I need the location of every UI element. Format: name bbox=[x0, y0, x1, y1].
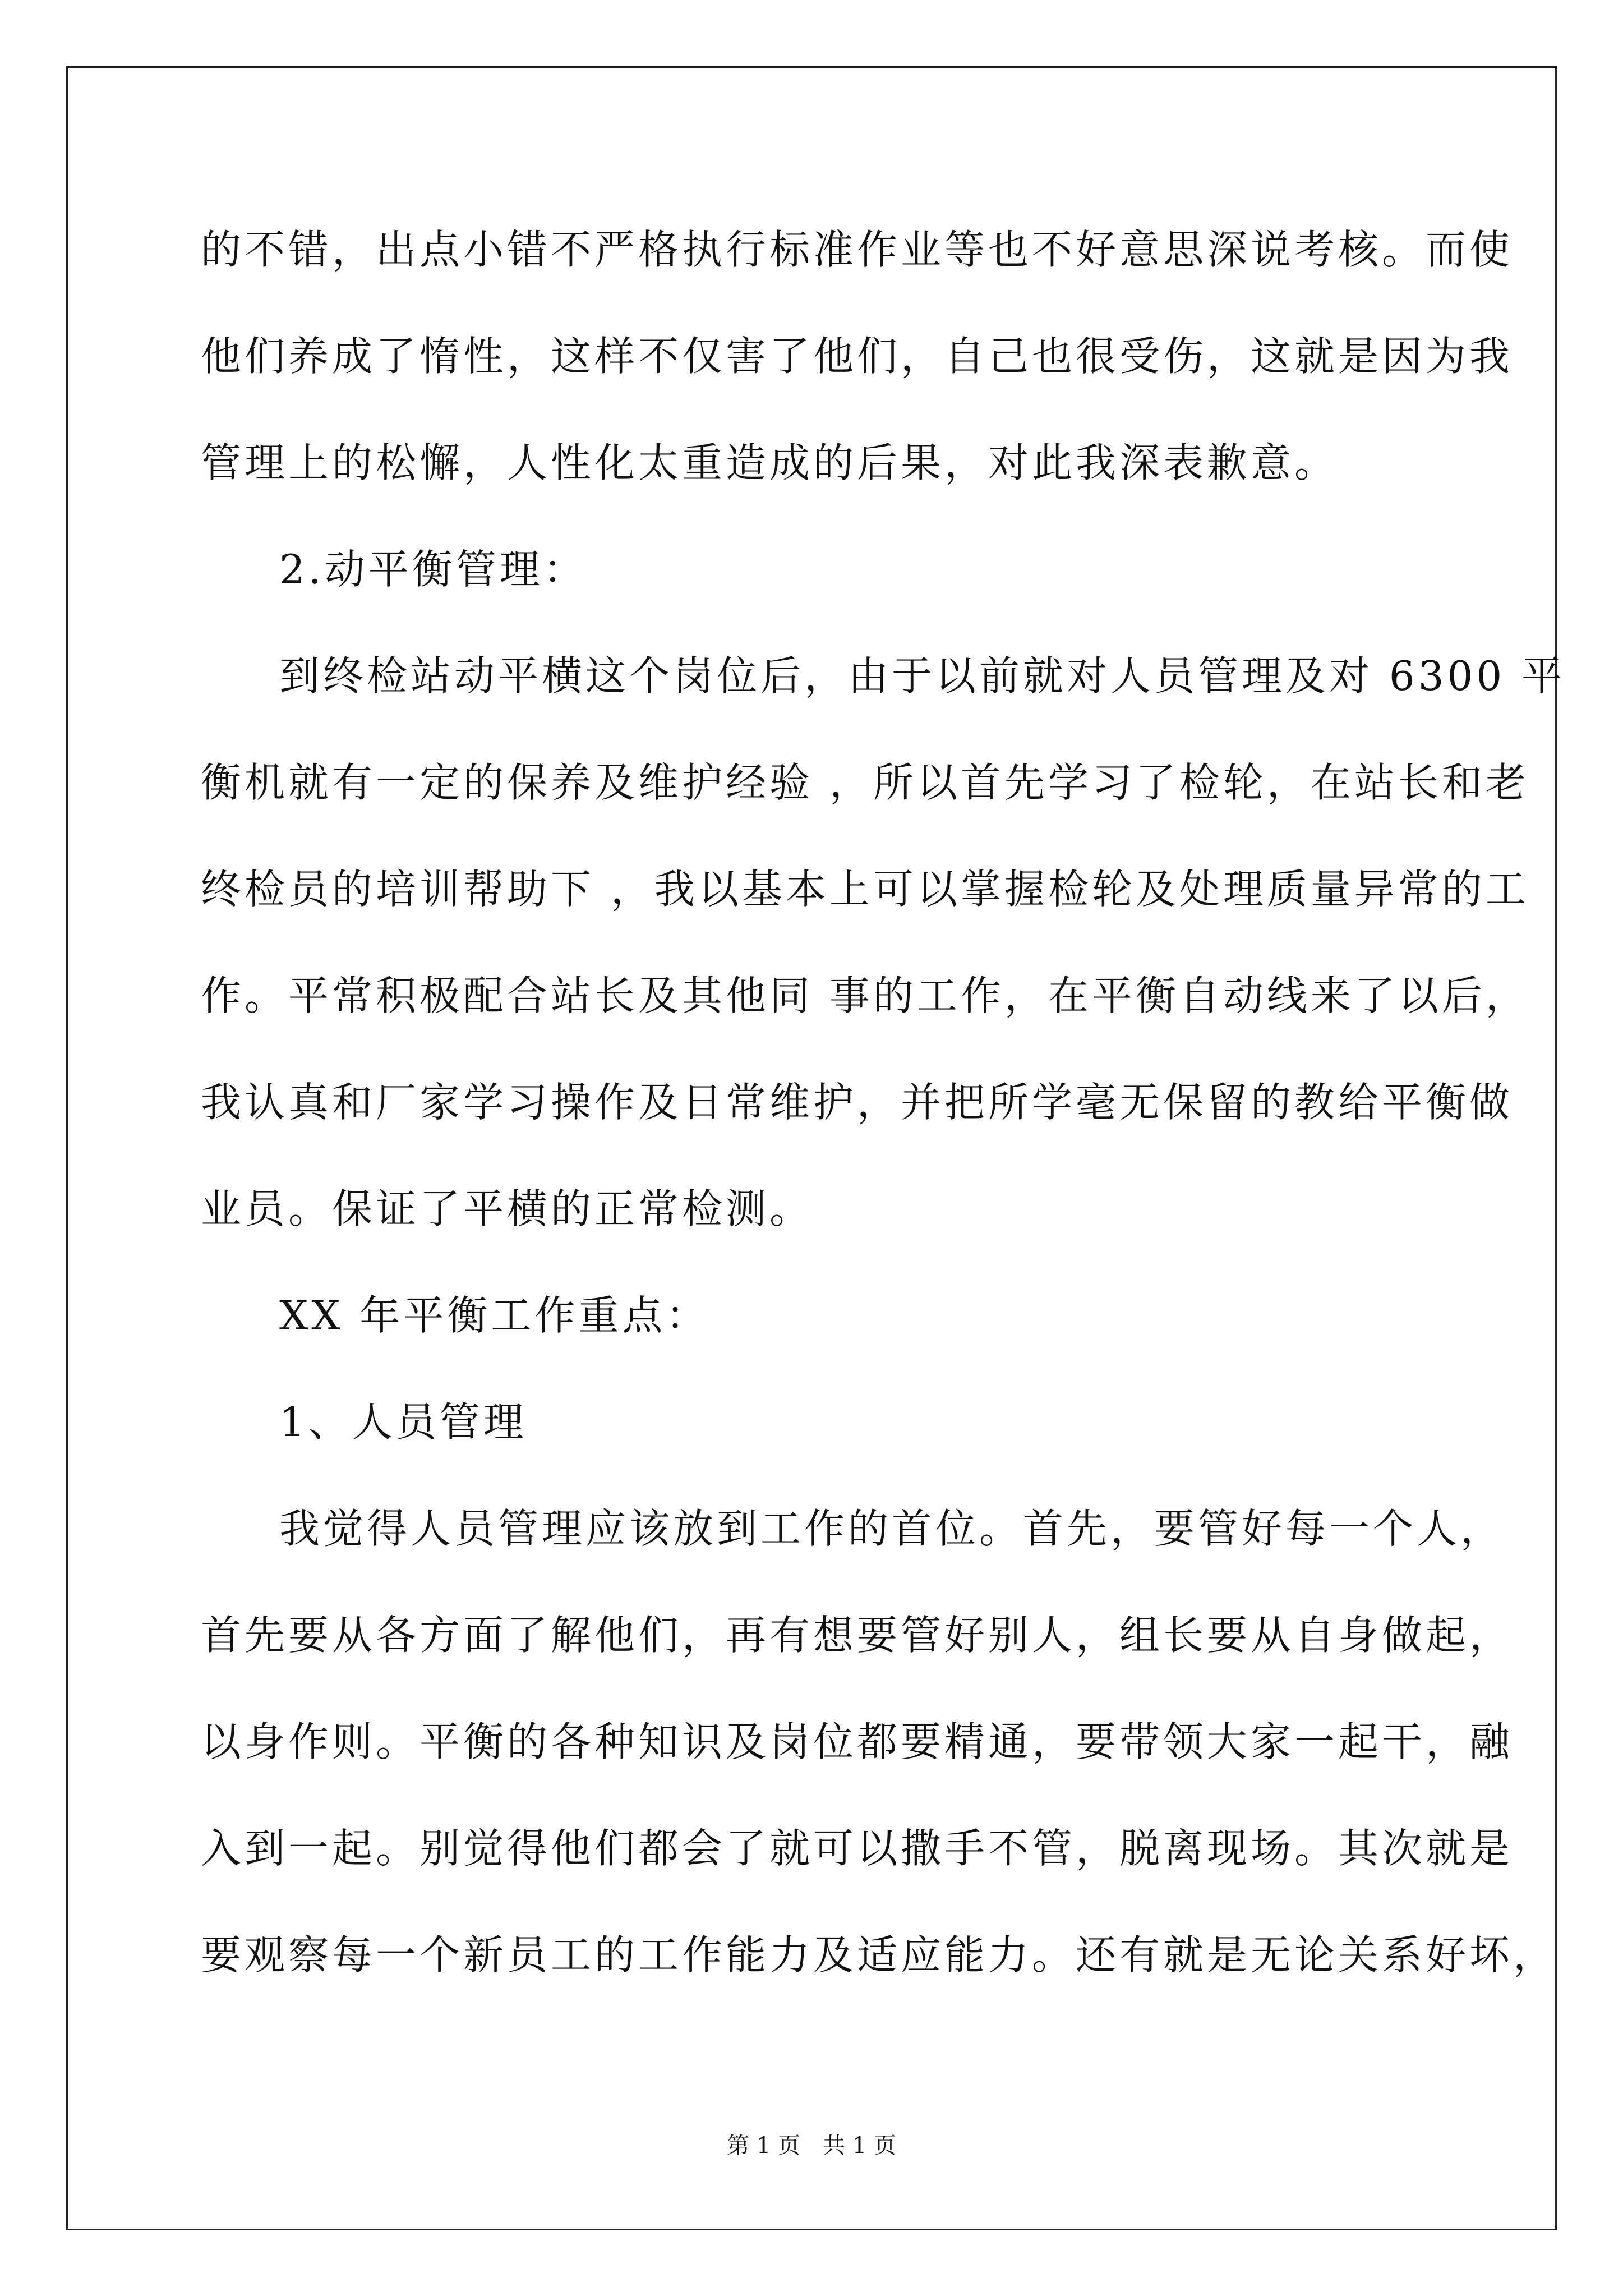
text-line: 的不错，出点小错不严格执行标准作业等也不好意思深说考核。而使 bbox=[201, 226, 1514, 273]
text-line: 衡机就有一定的保养及维护经验 ，所以首先学习了检轮，在站长和老 bbox=[201, 759, 1529, 806]
text-line: 管理上的松懈，人性化太重造成的后果，对此我深表歉意。 bbox=[201, 439, 1339, 486]
section-heading: 1、人员管理 bbox=[279, 1398, 527, 1446]
text-line: 到终检站动平横这个岗位后，由于以前就对人员管理及对 6300 平 bbox=[279, 652, 1566, 700]
section-heading: XX 年平衡工作重点： bbox=[279, 1292, 710, 1339]
text-line: 作。平常积极配合站长及其他同 事的工作，在平衡自动线来了以后， bbox=[201, 972, 1529, 1019]
section-heading: 2.动平衡管理： bbox=[279, 546, 587, 593]
text-line: 我认真和厂家学习操作及日常维护，并把所学毫无保留的教给平衡做 bbox=[201, 1079, 1514, 1126]
text-line: 我觉得人员管理应该放到工作的首位。首先，要管好每一个人， bbox=[279, 1505, 1505, 1552]
text-line: 以身作则。平衡的各种知识及岗位都要精通，要带领大家一起干，融 bbox=[201, 1718, 1514, 1765]
text-line: 要观察每一个新员工的工作能力及适应能力。还有就是无论关系好坏， bbox=[201, 1931, 1557, 1978]
text-line: 首先要从各方面了解他们，再有想要管好别人，组长要从自身做起， bbox=[201, 1612, 1514, 1659]
text-line: 终检员的培训帮助下 ，我以基本上可以掌握检轮及处理质量异常的工 bbox=[201, 866, 1529, 913]
page-number: 第 1 页 共 1 页 bbox=[727, 2133, 896, 2159]
page-border bbox=[66, 66, 1557, 2230]
text-line: 他们养成了惰性，这样不仅害了他们，自己也很受伤，这就是因为我 bbox=[201, 333, 1514, 380]
text-line: 入到一起。别觉得他们都会了就可以撒手不管，脱离现场。其次就是 bbox=[201, 1825, 1514, 1872]
text-line: 业员。保证了平横的正常检测。 bbox=[201, 1185, 814, 1232]
